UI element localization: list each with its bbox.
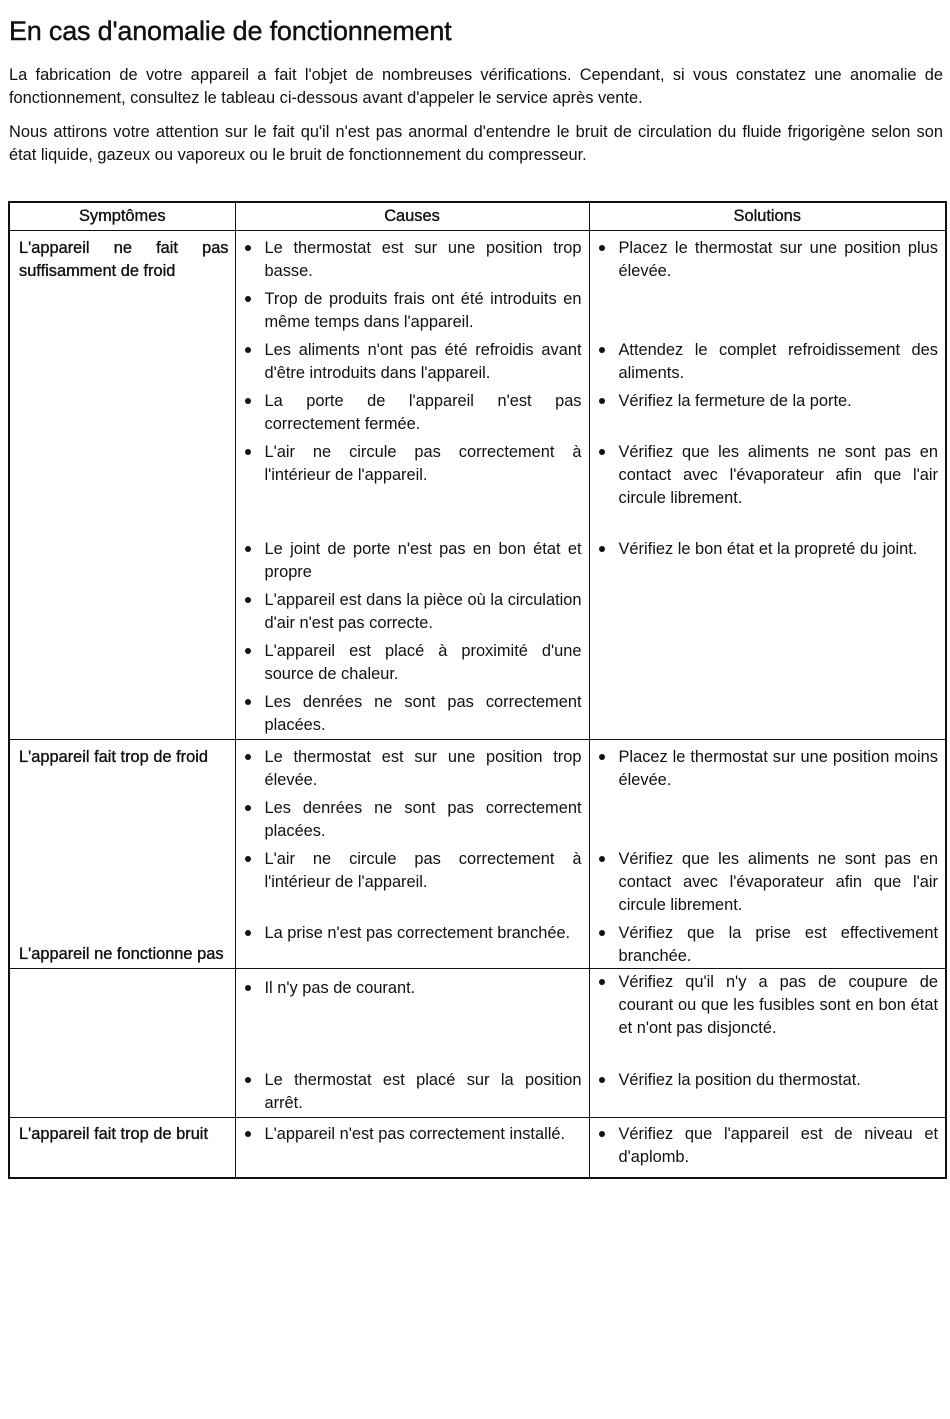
symptom-cell	[9, 969, 235, 1118]
solution-item	[590, 971, 946, 1040]
symptom-label: L'appareil fait trop de bruit	[19, 1125, 209, 1143]
solution-cell	[589, 740, 946, 793]
solution-item	[590, 848, 946, 917]
bullet-icon	[599, 546, 605, 552]
solution-item	[590, 1069, 946, 1092]
cause-item	[236, 237, 589, 283]
solution-text: Placez le thermostat sur une position moins élevée.	[618, 748, 938, 789]
cause-item	[236, 441, 589, 487]
cause-cell	[235, 584, 589, 635]
troubleshooting-table	[8, 201, 947, 1179]
bullet-icon	[245, 1077, 251, 1083]
bullet-icon	[599, 754, 605, 760]
bullet-icon	[245, 648, 251, 654]
symptom-cell	[9, 231, 235, 740]
cause-text: La prise n'est pas correctement branchée.	[264, 924, 571, 942]
solution-cell	[589, 584, 946, 635]
cause-cell	[235, 740, 589, 793]
bullet-icon	[245, 597, 251, 603]
solution-text: Vérifiez que l'appareil est de niveau et d'aplomb.	[618, 1125, 938, 1166]
table-header-row	[9, 202, 946, 231]
cause-cell	[235, 1118, 589, 1179]
cause-item	[236, 538, 589, 584]
solution-cell	[589, 385, 946, 436]
symptom-cell	[9, 740, 235, 969]
solution-text: Vérifiez que la prise est effectivement branchée.	[618, 924, 938, 965]
column-header-solutions: Solutions	[589, 202, 946, 231]
solution-cell	[589, 686, 946, 740]
cause-text: Il n'y pas de courant.	[264, 979, 416, 997]
solution-text: Vérifiez qu'il n'y a pas de coupure de courant ou que les fusibles sont en bon état et n'ont pas disjoncté.	[618, 973, 938, 1037]
solution-cell	[589, 283, 946, 334]
solution-cell	[589, 635, 946, 686]
bullet-icon	[245, 449, 251, 455]
bullet-icon	[245, 245, 251, 251]
bullet-icon	[599, 930, 605, 936]
bullet-icon	[599, 1077, 605, 1083]
solution-text: Vérifiez la position du thermostat.	[618, 1071, 861, 1089]
page-title: En cas d'anomalie de fonctionnement	[9, 16, 452, 46]
bullet-icon	[245, 398, 251, 404]
solution-cell	[589, 436, 946, 533]
cause-cell	[235, 231, 589, 284]
cause-text: Les denrées ne sont pas correctement placées.	[264, 799, 582, 840]
cause-item	[236, 339, 589, 385]
column-header-causes: Causes	[235, 202, 589, 231]
cause-text: Le joint de porte n'est pas en bon état et propre	[264, 540, 582, 581]
intro-paragraph: Nous attirons votre attention sur le fait qu'il n'est pas anormal d'entendre le bruit de circulation du fluide frigorigène selon son état liquide, gazeux ou vaporeux ou le bruit de fonctionnement du compresseur.	[9, 123, 943, 164]
cause-item	[236, 1069, 589, 1115]
solution-item	[590, 339, 946, 385]
cause-text: Les aliments n'ont pas été refroidis avant d'être introduits dans l'appareil.	[264, 341, 582, 382]
cause-text: L'appareil est dans la pièce où la circulation d'air n'est pas correcte.	[264, 591, 582, 632]
solution-item	[590, 1123, 946, 1169]
cause-text: L'appareil est placé à proximité d'une source de chaleur.	[264, 642, 582, 683]
bullet-icon	[245, 347, 251, 353]
bullet-icon	[245, 805, 251, 811]
bullet-icon	[245, 296, 251, 302]
cause-text: Le thermostat est sur une position trop élevée.	[264, 748, 582, 789]
bullet-icon	[245, 930, 251, 936]
solution-cell	[589, 1064, 946, 1118]
solution-text: Vérifiez la fermeture de la porte.	[618, 392, 852, 410]
cause-item	[236, 691, 589, 737]
cause-cell	[235, 969, 589, 1065]
solution-cell	[589, 1118, 946, 1179]
solution-cell	[589, 969, 946, 1065]
bullet-icon	[245, 754, 251, 760]
symptom-label: L'appareil fait trop de froid	[19, 748, 209, 766]
cause-text: Le thermostat est sur une position trop basse.	[264, 239, 582, 280]
table-row	[9, 740, 946, 793]
solution-item	[590, 538, 946, 561]
cause-item	[236, 390, 589, 436]
cause-item	[236, 848, 589, 894]
cause-text: L'air ne circule pas correctement à l'intérieur de l'appareil.	[264, 850, 582, 891]
cause-item	[236, 797, 589, 843]
symptom-cell	[9, 1118, 235, 1179]
cause-item	[236, 288, 589, 334]
cause-cell	[235, 1064, 589, 1118]
solution-text: Vérifiez que les aliments ne sont pas en contact avec l'évaporateur afin que l'air circule librement.	[618, 443, 938, 507]
intro-paragraph: La fabrication de votre appareil a fait l'objet de nombreuses vérifications. Cependant, si vous constatez une anomalie de fonctionnement, consultez le tableau ci-dessous avant d'appeler le service après vente.	[9, 66, 943, 107]
cause-item	[236, 640, 589, 686]
solution-item	[590, 237, 946, 283]
bullet-icon	[599, 245, 605, 251]
cause-cell	[235, 635, 589, 686]
solution-cell	[589, 792, 946, 843]
solution-item	[590, 441, 946, 510]
solution-text: Vérifiez que les aliments ne sont pas en contact avec l'évaporateur afin que l'air circule librement.	[618, 850, 938, 914]
bullet-icon	[245, 546, 251, 552]
cause-text: La porte de l'appareil n'est pas correctement fermée.	[264, 392, 582, 433]
cause-cell	[235, 334, 589, 385]
bullet-icon	[599, 856, 605, 862]
bullet-icon	[599, 398, 605, 404]
cause-item	[236, 589, 589, 635]
cause-cell	[235, 792, 589, 843]
bullet-icon	[599, 979, 605, 985]
table-row	[9, 1118, 946, 1179]
cause-cell	[235, 843, 589, 917]
bullet-icon	[245, 856, 251, 862]
bullet-icon	[599, 449, 605, 455]
cause-text: Trop de produits frais ont été introduits en même temps dans l'appareil.	[264, 290, 582, 331]
cause-text: L'appareil n'est pas correctement installé.	[264, 1125, 566, 1143]
solution-cell	[589, 533, 946, 584]
cause-text: L'air ne circule pas correctement à l'intérieur de l'appareil.	[264, 443, 582, 484]
solution-cell	[589, 843, 946, 917]
cause-item	[236, 977, 589, 1000]
cause-cell	[235, 436, 589, 533]
cause-cell	[235, 917, 589, 969]
solution-item	[590, 922, 946, 968]
cause-text: Les denrées ne sont pas correctement placées.	[264, 693, 582, 734]
bullet-icon	[245, 699, 251, 705]
cause-item	[236, 1123, 589, 1146]
cause-cell	[235, 533, 589, 584]
cause-cell	[235, 385, 589, 436]
solution-text: Placez le thermostat sur une position plus élevée.	[618, 239, 938, 280]
symptom-label: L'appareil ne fait pas suffisamment de froid	[19, 239, 229, 280]
bullet-icon	[245, 1131, 251, 1137]
solution-cell	[589, 334, 946, 385]
table-row	[9, 969, 946, 1065]
solution-item	[590, 746, 946, 792]
solution-text: Attendez le complet refroidissement des aliments.	[618, 341, 938, 382]
table-row	[9, 231, 946, 284]
bullet-icon	[245, 985, 251, 991]
cause-cell	[235, 686, 589, 740]
bullet-icon	[599, 1131, 605, 1137]
bullet-icon	[599, 347, 605, 353]
cause-item	[236, 746, 589, 792]
solution-cell	[589, 231, 946, 284]
cause-text: Le thermostat est placé sur la position arrêt.	[264, 1071, 582, 1112]
column-header-symptoms: Symptômes	[9, 202, 235, 231]
symptom-label: L'appareil ne fonctionne pas	[19, 945, 224, 963]
solution-item	[590, 390, 946, 413]
solution-text: Vérifiez le bon état et la propreté du joint.	[618, 540, 918, 558]
solution-cell	[589, 917, 946, 969]
cause-cell	[235, 283, 589, 334]
cause-item	[236, 922, 589, 945]
